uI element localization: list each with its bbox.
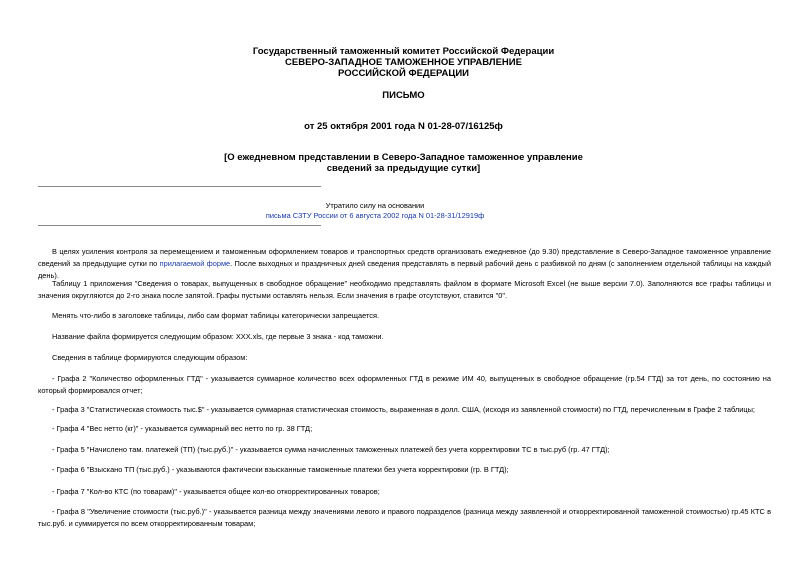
subject-line-1: [О ежедневном представлении в Северо-Западное таможенное управление bbox=[224, 152, 583, 163]
document-date-number: от 25 октября 2001 года N 01-28-07/16125ф bbox=[304, 121, 503, 132]
column-7-description: - Графа 7 "Кол-во КТС (по товарам)" - указывается общее кол-во откорректированных товаров; bbox=[52, 487, 380, 496]
issuer-line-2: СЕВЕРО-ЗАПАДНОЕ ТАМОЖЕННОЕ УПРАВЛЕНИЕ bbox=[285, 57, 522, 68]
column-4-description: - Графа 4 "Вес нетто (кг)" - указывается суммарный вес нетто по гр. 38 ГТД; bbox=[52, 424, 313, 433]
repeal-document-link[interactable]: письма СЗТУ России от 6 августа 2002 года N 01-28-31/12919ф bbox=[265, 211, 485, 220]
paragraph-table-intro: Сведения в таблице формируются следующим образом: bbox=[52, 353, 248, 362]
column-3-description: - Графа 3 "Статистическая стоимость тыс.$" - указывается суммарная статистическая стоимость, выраженная в долл. США, (исходя из заявленной стоимости) по ГТД, перечисленным в Графе 2 таблицы; bbox=[52, 405, 755, 414]
top-divider bbox=[38, 186, 321, 187]
status-note bbox=[200, 201, 550, 221]
paragraph-intro bbox=[38, 246, 771, 282]
column-6-description: - Графа 6 "Взыскано ТП (тыс.руб.) - указываются фактически взысканные таможенные платежи без учета корректировки (гр. В ГТД); bbox=[52, 465, 509, 474]
paragraph-table-format: Таблицу 1 приложения "Сведения о товарах, выпущенных в свободное обращение" необходимо представлять файлом в формате Microsoft Excel (не выше версии 7.0). Заполняются все графы таблицы и значения округляются до 2-го знака после запятой. Графы пустыми оставлять нельзя. Если значения в графе отсутствуют, ставится "0". bbox=[38, 279, 771, 300]
status-note-text: Утратило силу на основании bbox=[325, 201, 425, 210]
subject-line-2: сведений за предыдущие сутки] bbox=[326, 163, 481, 174]
attached-form-link[interactable]: прилагаемой форме bbox=[159, 259, 231, 268]
issuer-line-3: РОССИЙСКОЙ ФЕДЕРАЦИИ bbox=[337, 68, 469, 79]
issuer-line-1: Государственный таможенный комитет Российской Федерации bbox=[252, 46, 555, 57]
document-header bbox=[0, 46, 807, 79]
bottom-divider bbox=[38, 225, 321, 226]
column-2-description: - Графа 2 "Количество оформленных ГТД" - указывается суммарное количество всех оформленных ГТД в режиме ИМ 40, выпущенных в свободное обращение (гр.54 ГТД) за тот день, по состоянию на который формировался отчет; bbox=[38, 374, 771, 395]
paragraph-intro-text-a: В целях усиления контроля за перемещением и таможенным оформлением товаров и транспортных средств организовать ежедневное (до 9.30) представление в Северо-Западное таможенное управление сведений за предыдущие сутки по bbox=[38, 247, 771, 268]
paragraph-file-name: Название файла формируется следующим образом: XXX.xls, где первые 3 знака - код таможни. bbox=[52, 332, 384, 341]
paragraph-intro-text-b: . После выходных и праздничных дней сведения представлять в первый рабочий день с разбивкой по дням (с заполнением отдельной таблицы на каждый день). bbox=[38, 259, 771, 280]
paragraph-header-rule: Менять что-либо в заголовке таблицы, либо сам формат таблицы категорически запрещается. bbox=[52, 311, 379, 320]
column-5-description: - Графа 5 "Начислено там. платежей (ТП) (тыс.руб.)" - указывается сумма начисленных таможенных платежей без учета корректировки ТС в тыс.руб (гр. 47 ГТД); bbox=[52, 445, 610, 454]
document-type: ПИСЬМО bbox=[382, 90, 425, 101]
document-subject bbox=[0, 152, 807, 174]
column-8-description: - Графа 8 "Увеличение стоимости (тыс.руб.)" - указывается разница между значениями левого и правого подразделов (разница между заявленной и откорректированной таможенной стоимостью) гр.45 КТС в тыс.руб. и суммируется по всем откорректированным товарам; bbox=[38, 507, 771, 528]
